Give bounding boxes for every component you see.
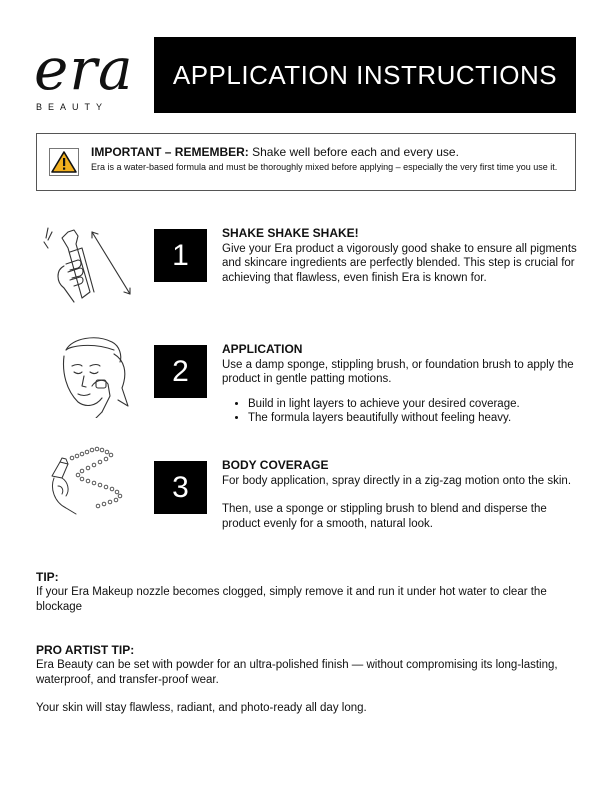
brand-logo — [34, 35, 134, 120]
tip-title: TIP: — [36, 570, 59, 584]
step-3-body: For body application, spray directly in a zig-zag motion onto the skin. — [222, 474, 572, 487]
step-2-body: Use a damp sponge, stippling brush, or foundation brush to apply the product in gentle patting motions. — [222, 358, 574, 385]
step-2-bullets — [222, 397, 578, 426]
step-number-3: 3 — [154, 461, 207, 514]
step-number-2: 2 — [154, 345, 207, 398]
step-1-body: Give your Era product a vigorously good shake to ensure all pigments and skincare ingredients are perfectly blended. This step is crucial for achieving that flawless, even finish Era is known for. — [222, 242, 577, 284]
tip-section — [36, 570, 576, 615]
pro-tip-body-2: Your skin will stay flawless, radiant, and photo-ready all day long. — [36, 702, 367, 714]
step-2-title: APPLICATION — [222, 342, 303, 356]
face-application-icon — [52, 332, 134, 418]
step-1 — [222, 226, 578, 285]
step-number-1: 1 — [154, 229, 207, 282]
logo-subtitle: BEAUTY — [36, 102, 109, 112]
notice-heading-rest: Shake well before each and every use. — [248, 145, 459, 159]
tip-body: If your Era Makeup nozzle becomes clogged, simply remove it and run it under hot water to clear the blockage — [36, 586, 547, 613]
page-title: APPLICATION INSTRUCTIONS — [154, 37, 576, 113]
notice-body: Era is a water-based formula and must be thoroughly mixed before applying – especially the very first time you use it. — [91, 162, 558, 172]
step-3-body-2: Then, use a sponge or stippling brush to blend and disperse the product evenly for a smooth, natural look. — [222, 503, 547, 530]
warning-icon — [49, 148, 79, 176]
notice-heading-bold: IMPORTANT – REMEMBER: — [91, 145, 249, 159]
pro-tip-section — [36, 643, 576, 716]
logo-script: era — [34, 35, 134, 103]
step-1-title: SHAKE SHAKE SHAKE! — [222, 226, 359, 240]
pro-tip-body: Era Beauty can be set with powder for an ultra-polished finish — without compromising its long-lasting, waterproof, and transfer-proof wear. — [36, 659, 558, 686]
pro-tip-title: PRO ARTIST TIP: — [36, 643, 135, 657]
step-2 — [222, 342, 578, 426]
list-item: • The formula layers beautifully without feeling heavy. — [248, 411, 578, 426]
step-3 — [222, 458, 578, 531]
spray-zigzag-icon — [46, 442, 136, 516]
important-notice — [36, 133, 576, 191]
notice-heading — [91, 145, 459, 159]
list-item: • Build in light layers to achieve your desired coverage. — [248, 397, 578, 412]
step-3-title: BODY COVERAGE — [222, 458, 329, 472]
shaking-bottle-icon — [42, 222, 134, 306]
